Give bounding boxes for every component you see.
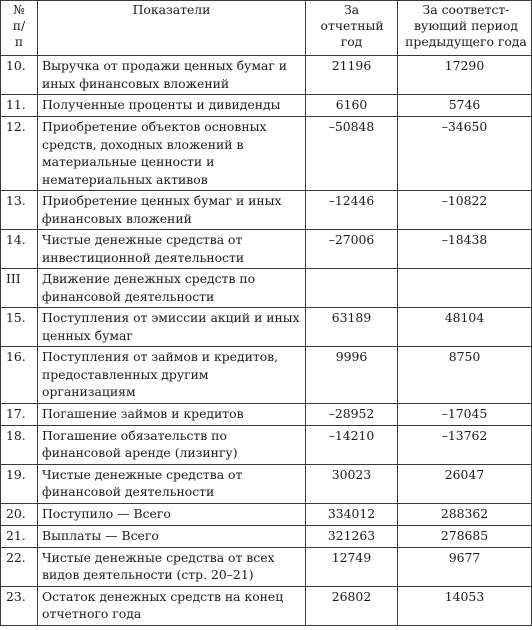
row-previous-value: –18438 <box>398 230 532 269</box>
row-previous-value: 17290 <box>398 56 532 95</box>
row-previous-value: 8750 <box>398 347 532 404</box>
table-row <box>1 230 532 269</box>
row-previous-value: –34650 <box>398 117 532 191</box>
header-previous: За соответст-вующий период предыдущего года <box>398 1 532 56</box>
table-row <box>1 347 532 404</box>
row-label: Выплаты — Всего <box>38 525 306 547</box>
header-num: № п/п <box>1 1 38 56</box>
row-number: 21. <box>1 525 38 547</box>
row-label: Движение денежных средств по финансовой деятельности <box>38 269 306 308</box>
row-previous-value: 278685 <box>398 525 532 547</box>
row-previous-value: –17045 <box>398 403 532 425</box>
row-number: 13. <box>1 191 38 230</box>
row-label: Поступления от займов и кредитов, предоставленных другим организациям <box>38 347 306 404</box>
table-row <box>1 403 532 425</box>
table-row <box>1 503 532 525</box>
row-current-value: 21196 <box>306 56 398 95</box>
row-label: Чистые денежные средства от всех видов деятельности (стр. 20–21) <box>38 547 306 586</box>
row-previous-value: –13762 <box>398 425 532 464</box>
row-number: 11. <box>1 95 38 117</box>
row-label: Чистые денежные средства от инвестиционной деятельности <box>38 230 306 269</box>
table-row <box>1 586 532 625</box>
row-current-value: 6160 <box>306 95 398 117</box>
row-current-value: –12446 <box>306 191 398 230</box>
table-row <box>1 425 532 464</box>
row-current-value: 26802 <box>306 586 398 625</box>
row-previous-value: 288362 <box>398 503 532 525</box>
table-row <box>1 95 532 117</box>
table-row <box>1 117 532 191</box>
row-number: 19. <box>1 464 38 503</box>
row-previous-value: 14053 <box>398 586 532 625</box>
row-number: 20. <box>1 503 38 525</box>
row-current-value: –27006 <box>306 230 398 269</box>
table-row <box>1 191 532 230</box>
table-row <box>1 525 532 547</box>
row-current-value: –14210 <box>306 425 398 464</box>
row-current-value: 30023 <box>306 464 398 503</box>
row-label: Остаток денежных средств на конец отчетного года <box>38 586 306 625</box>
row-label: Полученные проценты и дивиденды <box>38 95 306 117</box>
row-previous-value <box>398 269 532 308</box>
row-previous-value: 9677 <box>398 547 532 586</box>
row-number: 12. <box>1 117 38 191</box>
row-current-value: –28952 <box>306 403 398 425</box>
row-number: 16. <box>1 347 38 404</box>
row-number: 15. <box>1 308 38 347</box>
row-previous-value: 26047 <box>398 464 532 503</box>
row-label: Поступило — Всего <box>38 503 306 525</box>
row-label: Приобретение объектов основных средств, доходных вложений в материальные ценности и нематериальных активов <box>38 117 306 191</box>
table-header-row <box>1 1 532 56</box>
row-label: Чистые денежные средства от финансовой деятельности <box>38 464 306 503</box>
row-number: 18. <box>1 425 38 464</box>
row-previous-value: 5746 <box>398 95 532 117</box>
row-current-value: 334012 <box>306 503 398 525</box>
row-label: Выручка от продажи ценных бумаг и иных финансовых вложений <box>38 56 306 95</box>
row-number: 10. <box>1 56 38 95</box>
row-previous-value: –10822 <box>398 191 532 230</box>
table-row <box>1 56 532 95</box>
row-current-value: 63189 <box>306 308 398 347</box>
row-current-value: 321263 <box>306 525 398 547</box>
row-number: 14. <box>1 230 38 269</box>
row-previous-value: 48104 <box>398 308 532 347</box>
row-current-value: –50848 <box>306 117 398 191</box>
row-label: Поступления от эмиссии акций и иных ценных бумаг <box>38 308 306 347</box>
row-label: Приобретение ценных бумаг и иных финансовых вложений <box>38 191 306 230</box>
header-indicator: Показатели <box>38 1 306 56</box>
header-current: За отчетный год <box>306 1 398 56</box>
table-row <box>1 308 532 347</box>
row-current-value: 12749 <box>306 547 398 586</box>
row-label: Погашение займов и кредитов <box>38 403 306 425</box>
row-number: 23. <box>1 586 38 625</box>
row-current-value <box>306 269 398 308</box>
row-label: Погашение обязательств по финансовой аренде (лизингу) <box>38 425 306 464</box>
table-row <box>1 547 532 586</box>
row-current-value: 9996 <box>306 347 398 404</box>
row-number: III <box>1 269 38 308</box>
row-number: 17. <box>1 403 38 425</box>
table-row <box>1 464 532 503</box>
table-row <box>1 269 532 308</box>
row-number: 22. <box>1 547 38 586</box>
